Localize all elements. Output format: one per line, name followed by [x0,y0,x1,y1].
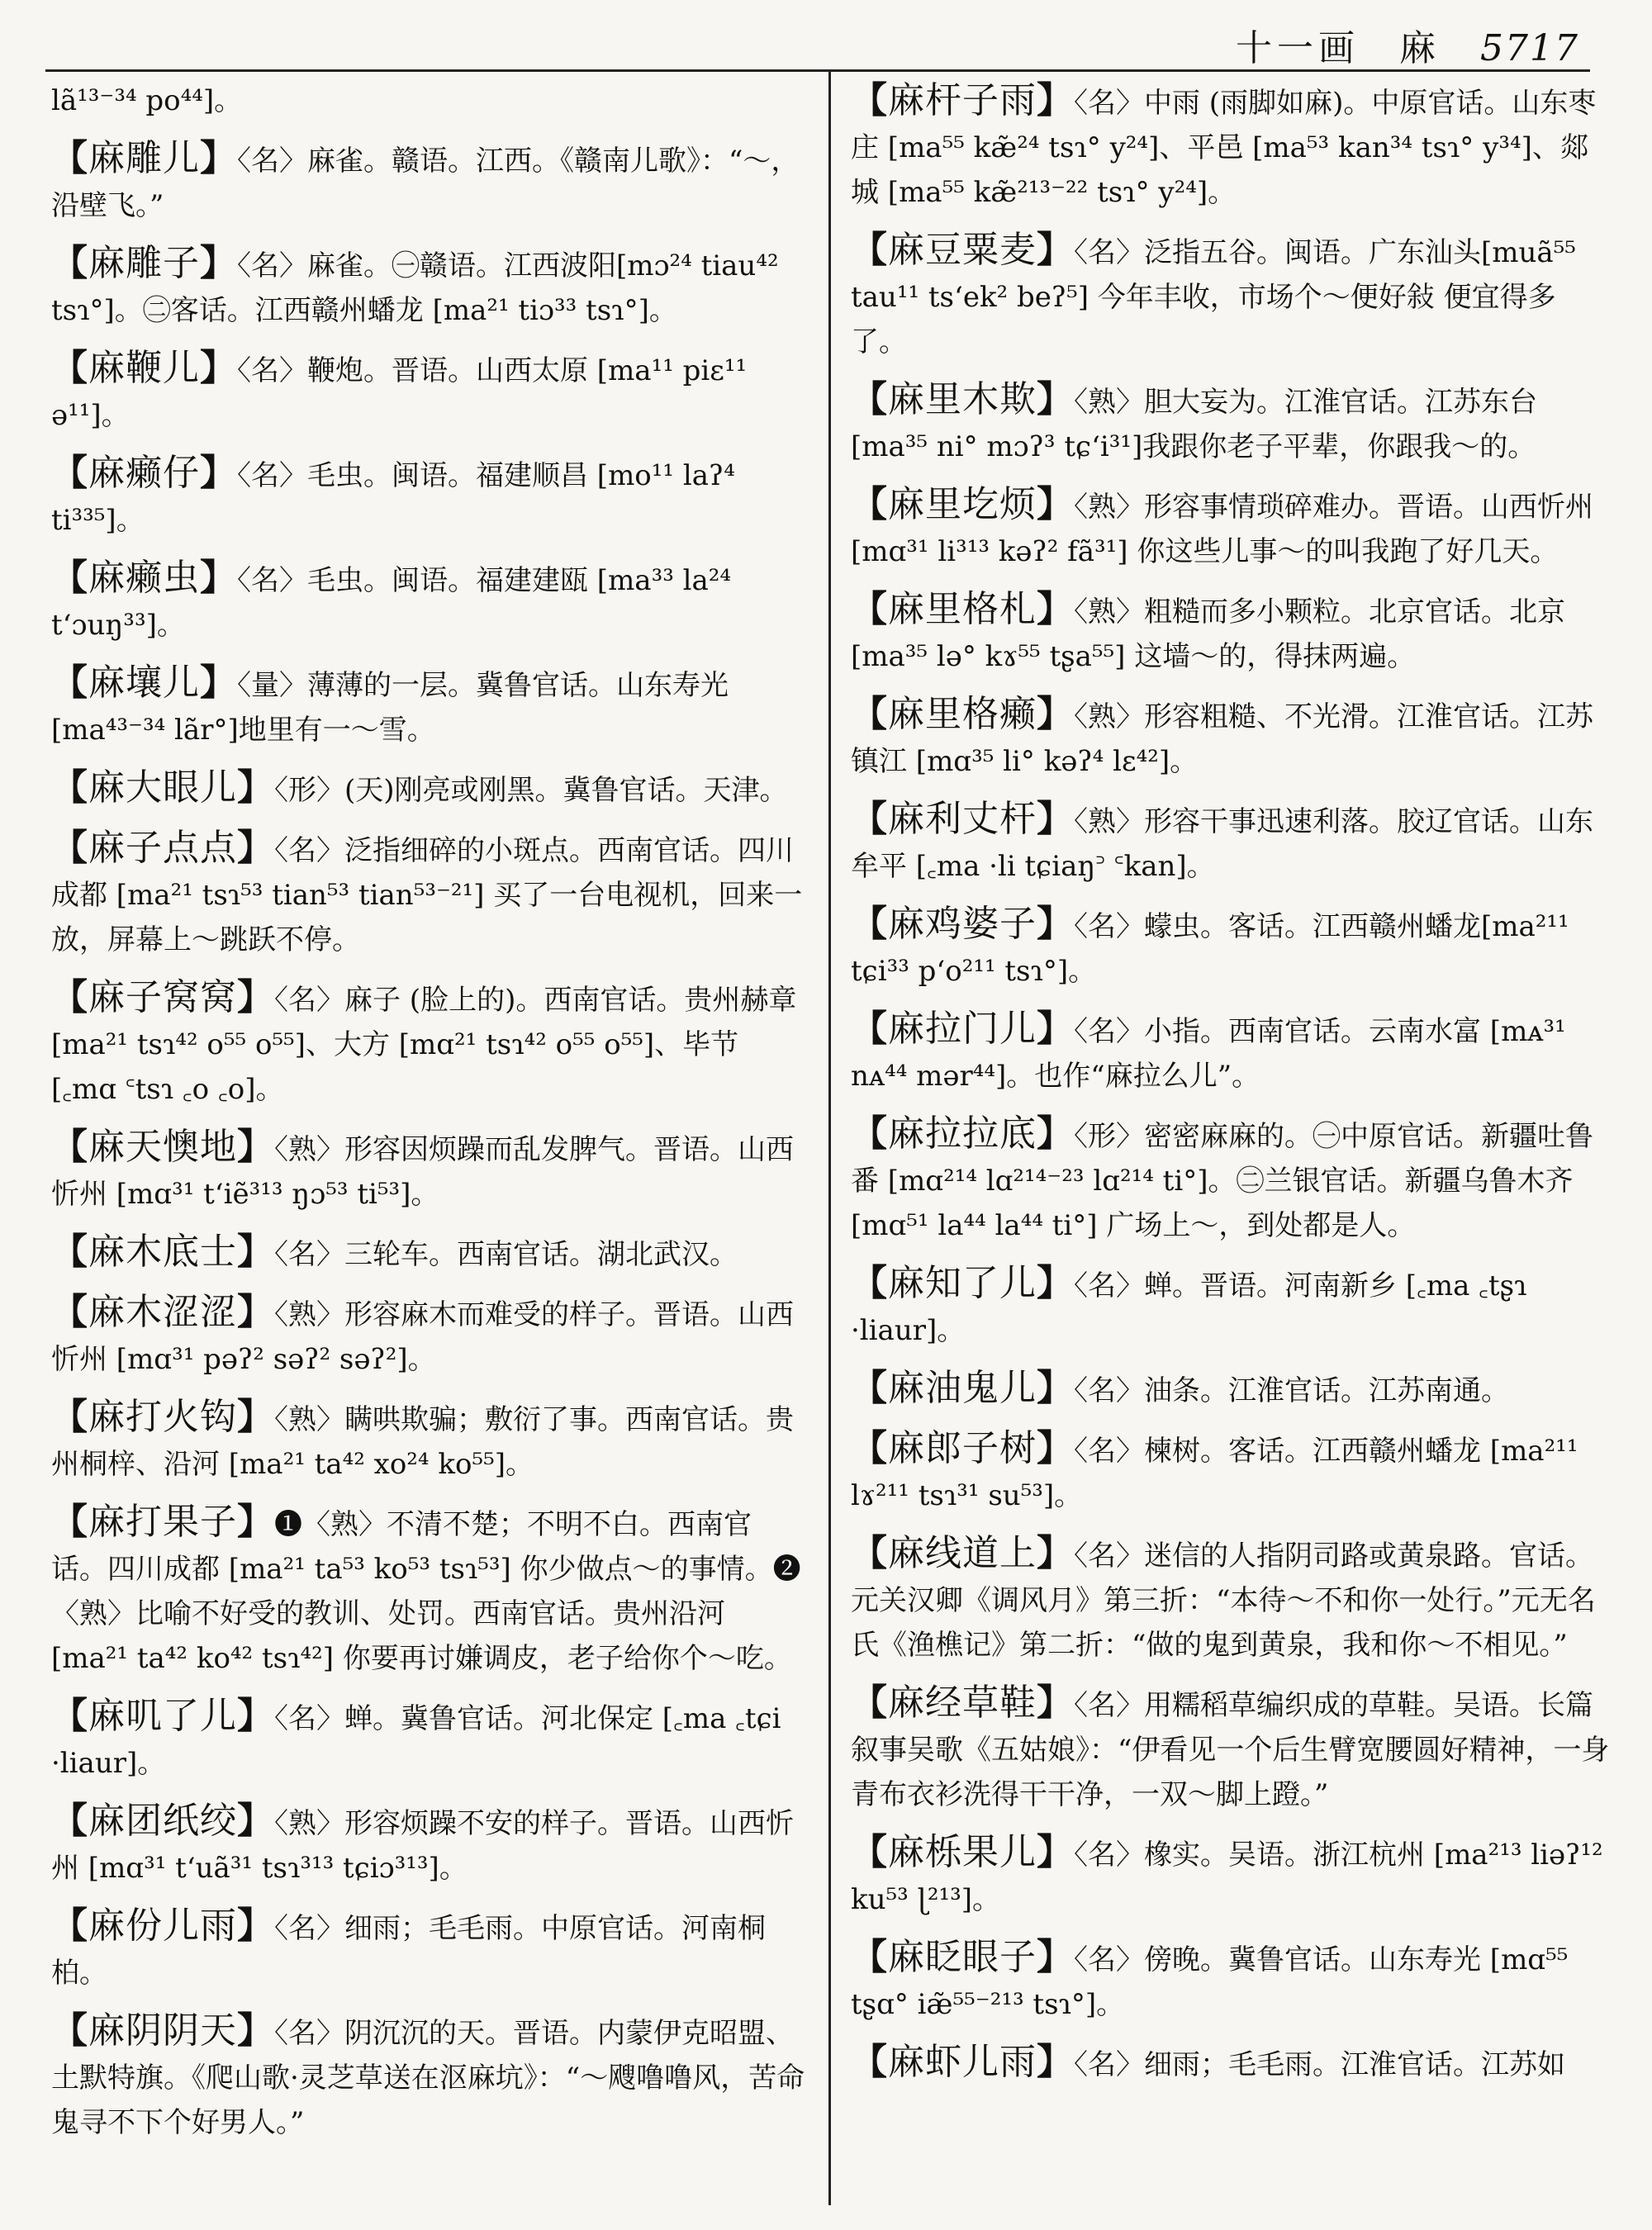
dictionary-entry [51,1395,807,1487]
entry-definition: 〈名〉橡实。吴语。浙江杭州 [ma²¹³ liəʔ¹² ku⁵³ ɭ²¹³]。 [851,1839,1603,1916]
entry-headword: 【麻大眼儿】 [51,766,274,809]
entry-definition: 〈名〉傍晚。冀鲁官话。山东寿光 [mɑ⁵⁵ tʂɑ° iæ̃⁵⁵⁻²¹³ tsɿ°]。 [851,1943,1569,2021]
entry-headword: 【麻天懊地】 [51,1126,274,1168]
dictionary-entry [51,1799,807,1891]
dictionary-entry [851,692,1611,784]
entry-definition: 〈熟〉形容事情琐碎难办。晋语。山西忻州 [mɑ³¹ li³¹³ kəʔ² fã³¹] 你这些儿事～的叫我跑了好几天。 [851,491,1593,568]
dictionary-entry [51,1904,807,1995]
entry-definition: 〈名〉泛指五谷。闽语。广东汕头[muã⁵⁵ tau¹¹ ts‘ek² beʔ⁵] 今年丰收，市场个～便好敍 便宜得多了。 [851,236,1576,358]
entry-headword: 【麻里格札】 [851,588,1074,630]
entry-definition: 〈名〉用糯稻草编织成的草鞋。吴语。长篇叙事吴歌《五姑娘》：“伊看见一个后生臂宽腰圆好精神，一身青布衣衫洗得干干净，一双～脚上蹬。” [851,1689,1610,1811]
dictionary-entry [51,766,807,813]
dictionary-entry [51,451,807,543]
dictionary-entry [851,797,1611,889]
entry-definition: 〈名〉鞭炮。晋语。山西太原 [ma¹¹ piɛ¹¹ ə¹¹]。 [51,354,748,432]
entry-headword: 【麻拉拉底】 [851,1113,1074,1155]
entry-headword: 【麻子点点】 [51,827,274,869]
entry-definition: 〈熟〉瞒哄欺骗；敷衍了事。西南官话。贵州桐梓、沿河 [ma²¹ ta⁴² xo²⁴ ko⁵⁵]。 [51,1403,794,1481]
dictionary-entry [51,1500,807,1681]
dictionary-entry [851,1681,1611,1817]
page-header [1213,18,1579,71]
entry-definition: 〈名〉细雨；毛毛雨。江淮官话。江苏如 [1074,2048,1565,2081]
entry-definition: ❶〈熟〉不清不楚；不明不白。西南官话。四川成都 [ma²¹ ta⁵³ ko⁵³ tsɿ⁵³] 你少做点～的事情。❷〈熟〉比喻不好受的教训、处罚。西南官话。贵州沿河 [ma²¹ ta⁴² ko⁴² tsɿ⁴²] 你要再讨嫌调皮，老子给你个～吃。 [51,1508,801,1675]
header-rule [45,69,1590,72]
entry-definition: 〈名〉毛虫。闽语。福建建瓯 [ma³³ la²⁴ t‘ɔuŋ³³]。 [51,564,732,642]
entry-definition: 〈熟〉形容麻木而难受的样子。晋语。山西忻州 [mɑ³¹ pəʔ² səʔ² səʔ²]。 [51,1298,794,1376]
dictionary-entry [51,1290,807,1382]
dictionary-entry [51,136,807,228]
entry-headword: 【麻份儿雨】 [51,1905,274,1947]
entry-definition: 〈熟〉胆大妄为。江淮官话。江苏东台 [ma³⁵ ni° mɔʔ³ tɕ‘i³¹]我跟你老子平辈，你跟我～的。 [851,386,1537,463]
entry-headword: 【麻利丈杆】 [851,798,1074,840]
dictionary-entry [51,1694,807,1786]
entry-headword: 【麻经草鞋】 [851,1682,1074,1724]
dictionary-entry [51,661,807,752]
entry-headword: 【麻知了儿】 [851,1262,1074,1304]
dictionary-entry [851,1935,1611,2027]
dictionary-entry [51,2009,807,2145]
entry-definition: 〈熟〉形容粗糙、不光滑。江淮官话。江苏镇江 [mɑ³⁵ li° kəʔ⁴ lɛ⁴²]。 [851,700,1593,778]
dictionary-entry [51,556,807,648]
entry-headword: 【麻虾儿雨】 [851,2041,1074,2083]
dictionary-entry [851,78,1611,215]
entry-headword: 【麻拉门儿】 [851,1008,1074,1050]
entry-definition: 〈名〉麻子 (脸上的)。西南官话。贵州赫章 [ma²¹ tsɿ⁴² o⁵⁵ o⁵⁵]、大方 [mɑ²¹ tsɿ⁴² o⁵⁵ o⁵⁵]、毕节 [꜀mɑ ꜂tsɿ ꜀o ꜀o]。 [51,984,797,1106]
entry-definition: 〈熟〉形容因烦躁而乱发脾气。晋语。山西忻州 [mɑ³¹ t‘iẽ³¹³ ŋɔ⁵³ ti⁵³]。 [51,1133,794,1211]
dictionary-entry [851,1531,1611,1668]
dictionary-entry [51,826,807,962]
entry-definition: 〈名〉三轮车。西南官话。湖北武汉。 [274,1238,738,1271]
entry-headword: 【麻雕儿】 [51,137,237,179]
entry-definition: 〈名〉阴沉沉的天。晋语。内蒙伊克昭盟、土默特旗。《爬山歌·灵芝草送在沤麻坑》：“～飕噜噜风，苦命鬼寻不下个好男人。” [51,2017,805,2139]
dictionary-entry [851,1261,1611,1353]
left-column [51,78,807,2158]
dictionary-entry [851,1007,1611,1098]
column-divider [828,69,831,2205]
entry-definition: 〈形〉密密麻麻的。㊀中原官话。新疆吐鲁番 [mɑ²¹⁴ lɑ²¹⁴⁻²³ lɑ²¹⁴ ti°]。㊁兰银官话。新疆乌鲁木齐 [mɑ⁵¹ la⁴⁴ la⁴⁴ ti°] 广场上～，到处都是人。 [851,1120,1593,1242]
dictionary-entry [51,1125,807,1217]
entry-definition: 〈名〉麻雀。赣语。江西。《赣南儿歌》：“～，沿壁飞。” [51,145,800,222]
entry-headword: 【麻木底士】 [51,1231,274,1273]
dictionary-entry [851,228,1611,364]
dictionary-entry [51,346,807,438]
entry-definition: 〈熟〉形容烦躁不安的样子。晋语。山西忻州 [mɑ³¹ t‘uã³¹ tsɿ³¹³ tɕiɔ³¹³]。 [51,1807,794,1885]
dictionary-entry [851,1426,1611,1518]
entry-definition: lã¹³⁻³⁴ po⁴⁴]。 [51,84,243,117]
entry-headword: 【麻里格癞】 [851,693,1074,735]
dictionary-entry [851,482,1611,574]
entry-definition: 〈名〉蝉。晋语。河南新乡 [꜀ma ꜀tʂɿ ·liaur]。 [851,1269,1527,1347]
entry-headword: 【麻团纸绞】 [51,1800,274,1842]
dictionary-entry [851,2040,1611,2087]
entry-headword: 【麻子窝窝】 [51,976,274,1018]
entry-definition: 〈形〉(天)刚亮或刚黑。冀鲁官话。天津。 [274,774,788,807]
entry-definition: 〈名〉麻雀。㊀赣语。江西波阳[mɔ²⁴ tiau⁴² tsɿ°]。㊁客话。江西赣州蟠龙 [ma²¹ tiɔ³³ tsɿ°]。 [51,249,779,327]
entry-headword: 【麻油鬼儿】 [851,1367,1074,1409]
entry-headword: 【麻杆子雨】 [851,79,1074,121]
section-label: 十一画 [1236,27,1360,69]
entry-headword: 【麻郎子树】 [851,1427,1074,1469]
dictionary-entry [851,1112,1611,1248]
entry-headword: 【麻叽了儿】 [51,1695,274,1737]
entry-headword: 【麻癞仔】 [51,452,237,494]
dictionary-entry [851,377,1611,469]
entry-definition: 〈名〉迷信的人指阴司路或黄泉路。官话。元关汉卿《调风月》第三折：“本待～不和你一处行。”元无名氏《渔樵记》第二折：“做的鬼到黄泉，我和你～不相见。” [851,1540,1596,1662]
radical-label: 麻 [1399,27,1441,69]
entry-definition: 〈名〉泛指细碎的小斑点。西南官话。四川成都 [ma²¹ tsɿ⁵³ tian⁵³ tian⁵³⁻²¹] 买了一台电视机，回来一放，屏幕上～跳跃不停。 [51,834,803,956]
entry-headword: 【麻线道上】 [851,1532,1074,1574]
entry-definition: 〈名〉毛虫。闽语。福建顺昌 [mo¹¹ laʔ⁴ ti³³⁵]。 [51,459,735,537]
entry-definition: 〈名〉楝树。客话。江西赣州蟠龙 [ma²¹¹ lɤ²¹¹ tsɿ³¹ su⁵³]。 [851,1435,1578,1512]
entry-definition: 〈熟〉粗糙而多小颗粒。北京官话。北京 [ma³⁵ lə° kɤ⁵⁵ tʂa⁵⁵] 这墙～的，得抹两遍。 [851,595,1565,673]
dictionary-entry [851,1366,1611,1413]
entry-definition: 〈名〉小指。西南官话。云南水富 [mᴀ³¹ nᴀ⁴⁴ mər⁴⁴]。也作“麻拉么儿”。 [851,1015,1566,1093]
dictionary-entry [51,78,807,123]
dictionary-entry [51,975,807,1112]
entry-definition: 〈名〉蠓虫。客话。江西赣州蟠龙[ma²¹¹ tɕi³³ p‘o²¹¹ tsɿ°]。 [851,910,1569,988]
entry-definition: 〈名〉中雨 (雨脚如麻)。中原官话。山东枣庄 [ma⁵⁵ kæ̃²⁴ tsɿ° y²⁴]、平邑 [ma⁵³ kan³⁴ tsɿ° y³⁴]、郯城 [ma⁵⁵ kæ̃²¹³⁻²² tsɿ° y²⁴]。 [851,87,1597,209]
entry-headword: 【麻鞭儿】 [51,347,237,389]
entry-definition: 〈名〉油条。江淮官话。江苏南通。 [1074,1374,1509,1407]
entry-definition: 〈名〉细雨；毛毛雨。中原官话。河南桐柏。 [51,1912,766,1990]
entry-headword: 【麻癞虫】 [51,557,237,599]
page-number: 5717 [1480,27,1579,69]
entry-headword: 【麻里木欺】 [851,378,1074,420]
dictionary-entry [51,241,807,333]
dictionary-entry [851,1830,1611,1922]
entry-headword: 【麻鸡婆子】 [851,903,1074,945]
entry-definition: 〈量〉薄薄的一层。冀鲁官话。山东寿光 [ma⁴³⁻³⁴ lãr°]地里有一～雪。 [51,669,729,747]
entry-headword: 【麻栎果儿】 [851,1831,1074,1873]
entry-definition: 〈熟〉形容干事迅速利落。胶辽官话。山东牟平 [꜀ma ·li tɕiaŋ꜄ ꜂kan]。 [851,805,1593,883]
entry-headword: 【麻打果子】 [51,1501,274,1543]
right-column [851,78,1611,2100]
dictionary-entry [851,587,1611,679]
entry-headword: 【麻阴阴天】 [51,2009,274,2052]
entry-definition: 〈名〉蝉。冀鲁官话。河北保定 [꜀ma ꜀tɕi ·liaur]。 [51,1702,781,1780]
entry-headword: 【麻雕子】 [51,242,237,284]
entry-headword: 【麻木涩涩】 [51,1291,274,1333]
entry-headword: 【麻眨眼子】 [851,1936,1074,1978]
entry-headword: 【麻壤儿】 [51,662,237,704]
dictionary-entry [51,1230,807,1277]
entry-headword: 【麻打火钩】 [51,1396,274,1438]
entry-headword: 【麻豆粟麦】 [851,229,1074,271]
dictionary-entry [851,902,1611,994]
entry-headword: 【麻里圪烦】 [851,483,1074,525]
